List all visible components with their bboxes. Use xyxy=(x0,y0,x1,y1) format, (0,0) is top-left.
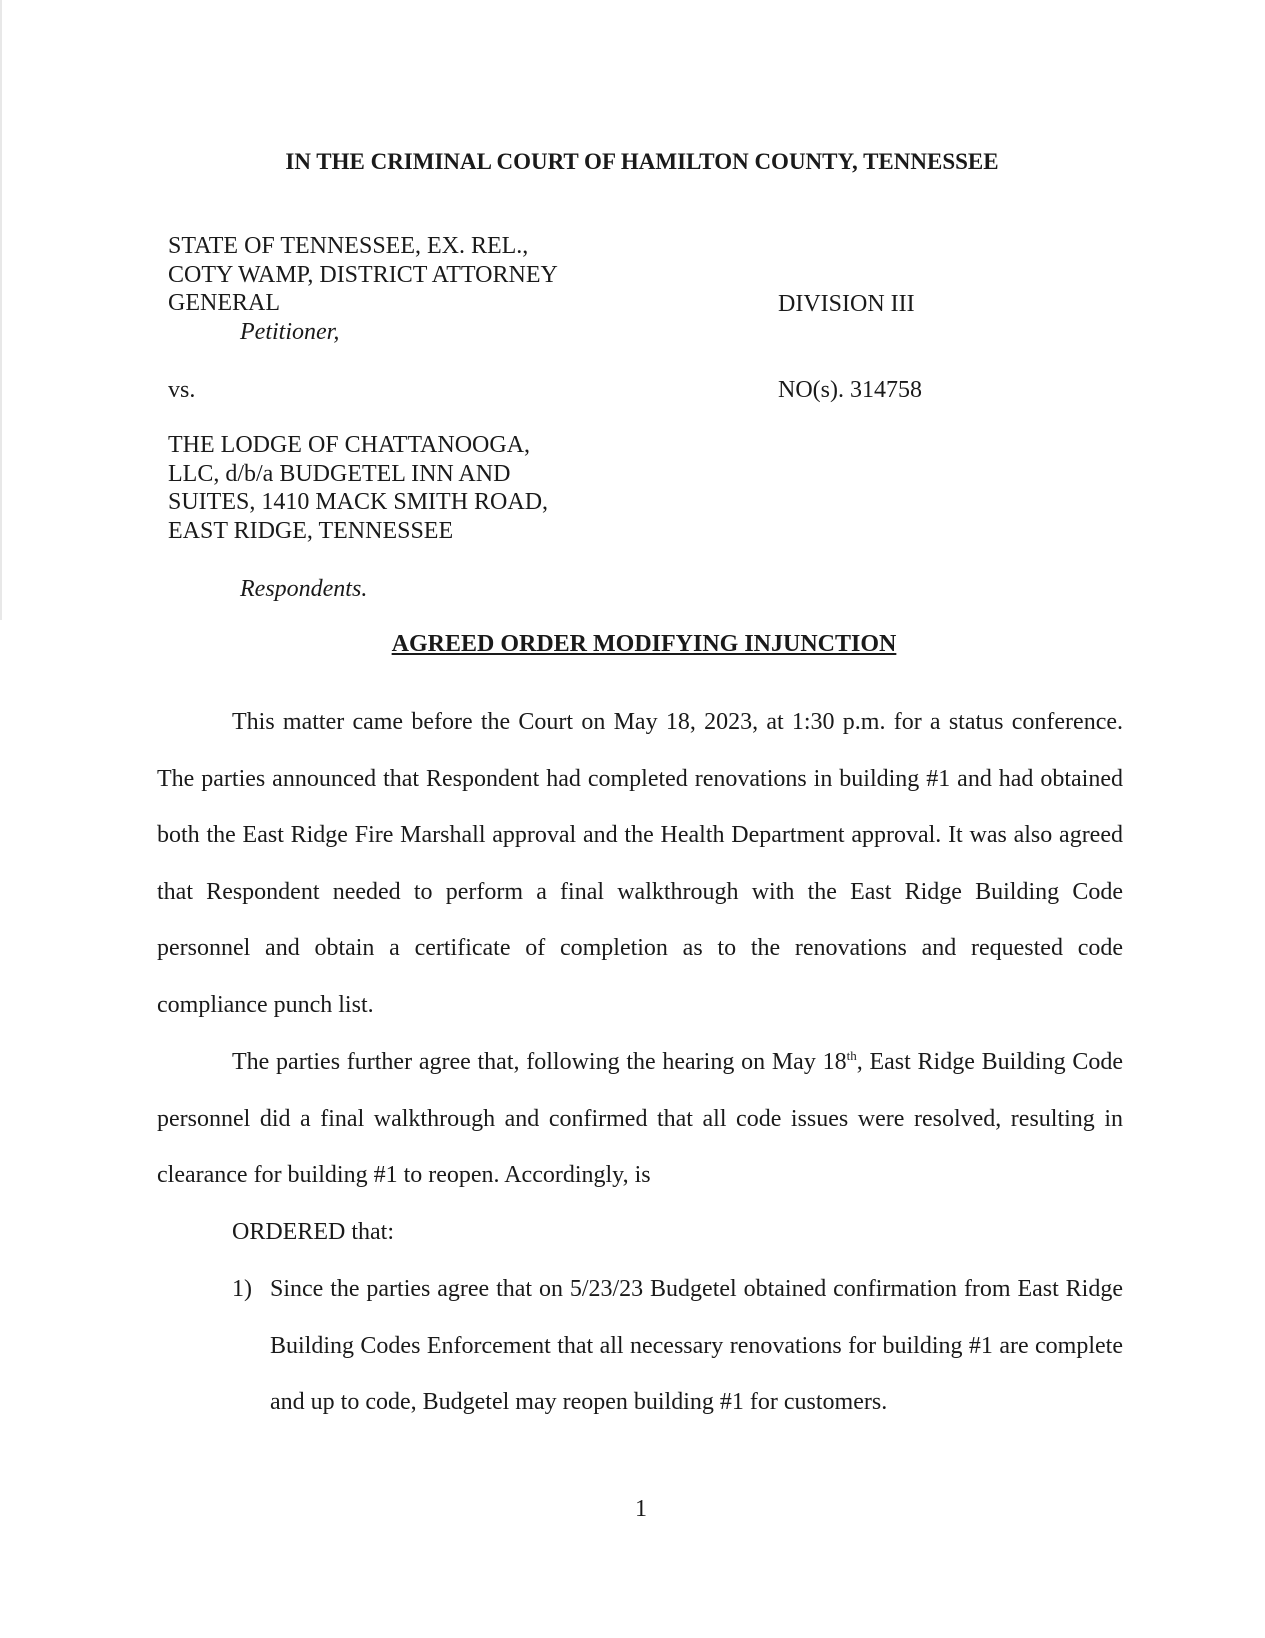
respondent-role: Respondents. xyxy=(240,576,368,602)
order-item-text: Since the parties agree that on 5/23/23 Budgetel obtained confirmation from East Ridge Building Codes Enforcement that all necessary renovations for building #1 are complete and up to code, Budgetel may reopen building #1 for customers. xyxy=(270,1276,1123,1415)
petitioner-line: GENERAL xyxy=(168,290,280,316)
versus-label: vs. xyxy=(168,377,196,403)
paragraph-2-text: The parties further agree that, following the hearing on May 18 xyxy=(232,1049,847,1075)
order-item-number: 1) xyxy=(232,1276,252,1302)
paragraph-1: This matter came before the Court on May 18, 2023, at 1:30 p.m. for a status conference. The parties announced that Respondent had completed renovations in building #1 and had obtained both the East Ridge Fire Marshall approval and the Health Department approval. It was also agreed that Respondent needed to perform a final walkthrough with the East Ridge Building Code personnel and obtain a certificate of completion as to the renovations and requested code compliance punch list. xyxy=(157,709,1123,1018)
respondent-line: LLC, d/b/a BUDGETEL INN AND xyxy=(168,460,511,487)
paragraph-2 xyxy=(157,1034,1123,1204)
ordered-label: ORDERED that: xyxy=(232,1219,394,1245)
petitioner-role: Petitioner, xyxy=(240,318,340,345)
division-label: DIVISION III xyxy=(778,291,915,317)
ordinal-suffix: th xyxy=(846,1048,857,1063)
respondent-block xyxy=(168,431,548,545)
respondent-line: SUITES, 1410 MACK SMITH ROAD, xyxy=(168,489,549,515)
respondent-line: EAST RIDGE, TENNESSEE xyxy=(168,517,454,544)
order-heading: AGREED ORDER MODIFYING INJUNCTION xyxy=(391,631,897,657)
respondent-line: THE LODGE OF CHATTANOOGA, xyxy=(168,432,531,458)
petitioner-line: STATE OF TENNESSEE, EX. REL., xyxy=(168,233,529,259)
paragraph-2-text-cont: , East Ridge Building Code personnel did a final walkthrough and confirmed that all code issues were resolved, resulting in clearance for building #1 to reopen. Accordingly, is xyxy=(157,1049,1124,1188)
petitioner-block xyxy=(168,232,558,346)
scan-edge xyxy=(0,0,2,620)
case-number: NO(s). 314758 xyxy=(778,377,922,403)
page-number: 1 xyxy=(635,1496,647,1522)
court-title: IN THE CRIMINAL COURT OF HAMILTON COUNTY, TENNESSEE xyxy=(285,149,999,174)
petitioner-line: COTY WAMP, DISTRICT ATTORNEY xyxy=(168,261,558,288)
